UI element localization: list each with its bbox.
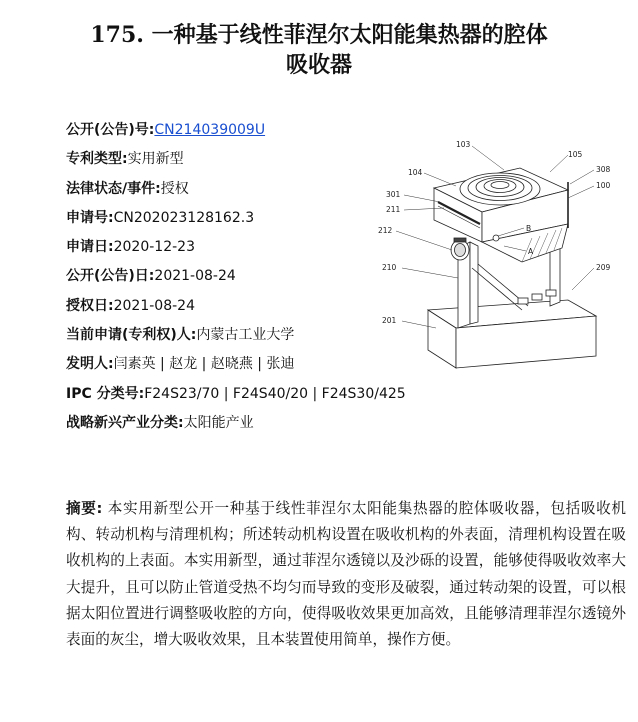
field-value: F24S23/70 | F24S40/20 | F24S30/425 <box>144 385 406 402</box>
title-line-1: 175. 一种基于线性菲涅尔太阳能集热器的腔体 <box>90 22 548 48</box>
field-label: 专利类型: <box>66 151 128 168</box>
field-value: 内蒙古工业大学 <box>196 327 295 344</box>
callout-label: 210 <box>382 263 397 272</box>
patent-drawing <box>372 138 620 380</box>
publication-number-link[interactable]: CN214039009U <box>154 122 266 138</box>
field-label: 法律状态/事件: <box>66 180 161 197</box>
field-value: 太阳能产业 <box>183 414 254 431</box>
field-label: 申请号: <box>66 209 114 226</box>
callout-label: 308 <box>596 165 611 174</box>
patent-fields <box>66 118 406 440</box>
field-label: 公开(公告)号: <box>66 122 155 138</box>
callout-label: 105 <box>568 150 583 159</box>
field-legal-status <box>66 177 406 206</box>
field-publication-number <box>66 118 406 147</box>
field-industry <box>66 411 406 440</box>
field-inventors <box>66 352 406 381</box>
field-patent-type <box>66 147 406 176</box>
field-grant-date <box>66 294 406 323</box>
title-line-2: 吸收器 <box>285 52 352 78</box>
callout-label: 209 <box>596 263 611 272</box>
field-value: 实用新型 <box>127 151 184 168</box>
base-block <box>428 300 596 368</box>
field-label: 当前申请(专利权)人: <box>66 327 197 344</box>
field-label: 申请日: <box>66 239 114 256</box>
field-label: 战略新兴产业分类: <box>66 414 184 431</box>
callout-label: B <box>526 224 532 233</box>
callout-label: 301 <box>386 190 401 199</box>
field-label: 发明人: <box>66 356 114 373</box>
callout-label: 104 <box>408 168 423 177</box>
abstract-label: 摘要: <box>66 500 103 517</box>
field-publication-date <box>66 264 406 293</box>
field-label: 授权日: <box>66 297 114 314</box>
callout-label: 100 <box>596 181 611 190</box>
callout-label: 201 <box>382 316 397 325</box>
field-applicant <box>66 323 406 352</box>
callout-label: 211 <box>386 205 401 214</box>
field-value: 2020-12-23 <box>113 239 195 256</box>
abstract <box>66 496 626 653</box>
field-value: CN202023128162.3 <box>113 209 255 226</box>
callout-label: 103 <box>456 140 471 149</box>
field-label: IPC 分类号: <box>66 385 145 402</box>
abstract-text: 本实用新型公开一种基于线性菲涅尔太阳能集热器的腔体吸收器，包括吸收机构、转动机构与清理机构；所述转动机构设置在吸收机构的外表面，清理机构设置在吸收机构的上表面。本实用新型，通过菲涅尔透镜以及沙砾的设置，能够使得吸收效率大大提升，且可以防止管道受热不均匀而导致的变形及破裂，通过转动架的设置，可以根据太阳位置进行调整吸收腔的方向，使得吸收效果更加高效，且能够清理菲涅尔透镜外表面的灰尘，增大吸收效果，且本装置使用简单，操作方便。 <box>66 500 626 649</box>
callout-label: 212 <box>378 226 393 235</box>
field-label: 公开(公告)日: <box>66 268 155 285</box>
field-value: 2021-08-24 <box>154 268 236 285</box>
field-ipc <box>66 382 406 411</box>
field-value: 2021-08-24 <box>113 297 195 314</box>
callout-label: A <box>528 247 534 256</box>
field-value: 闫素英 | 赵龙 | 赵晓燕 | 张迪 <box>113 356 295 373</box>
field-application-date <box>66 235 406 264</box>
document-title <box>0 20 638 80</box>
field-application-number <box>66 206 406 235</box>
field-value: 授权 <box>160 180 189 197</box>
